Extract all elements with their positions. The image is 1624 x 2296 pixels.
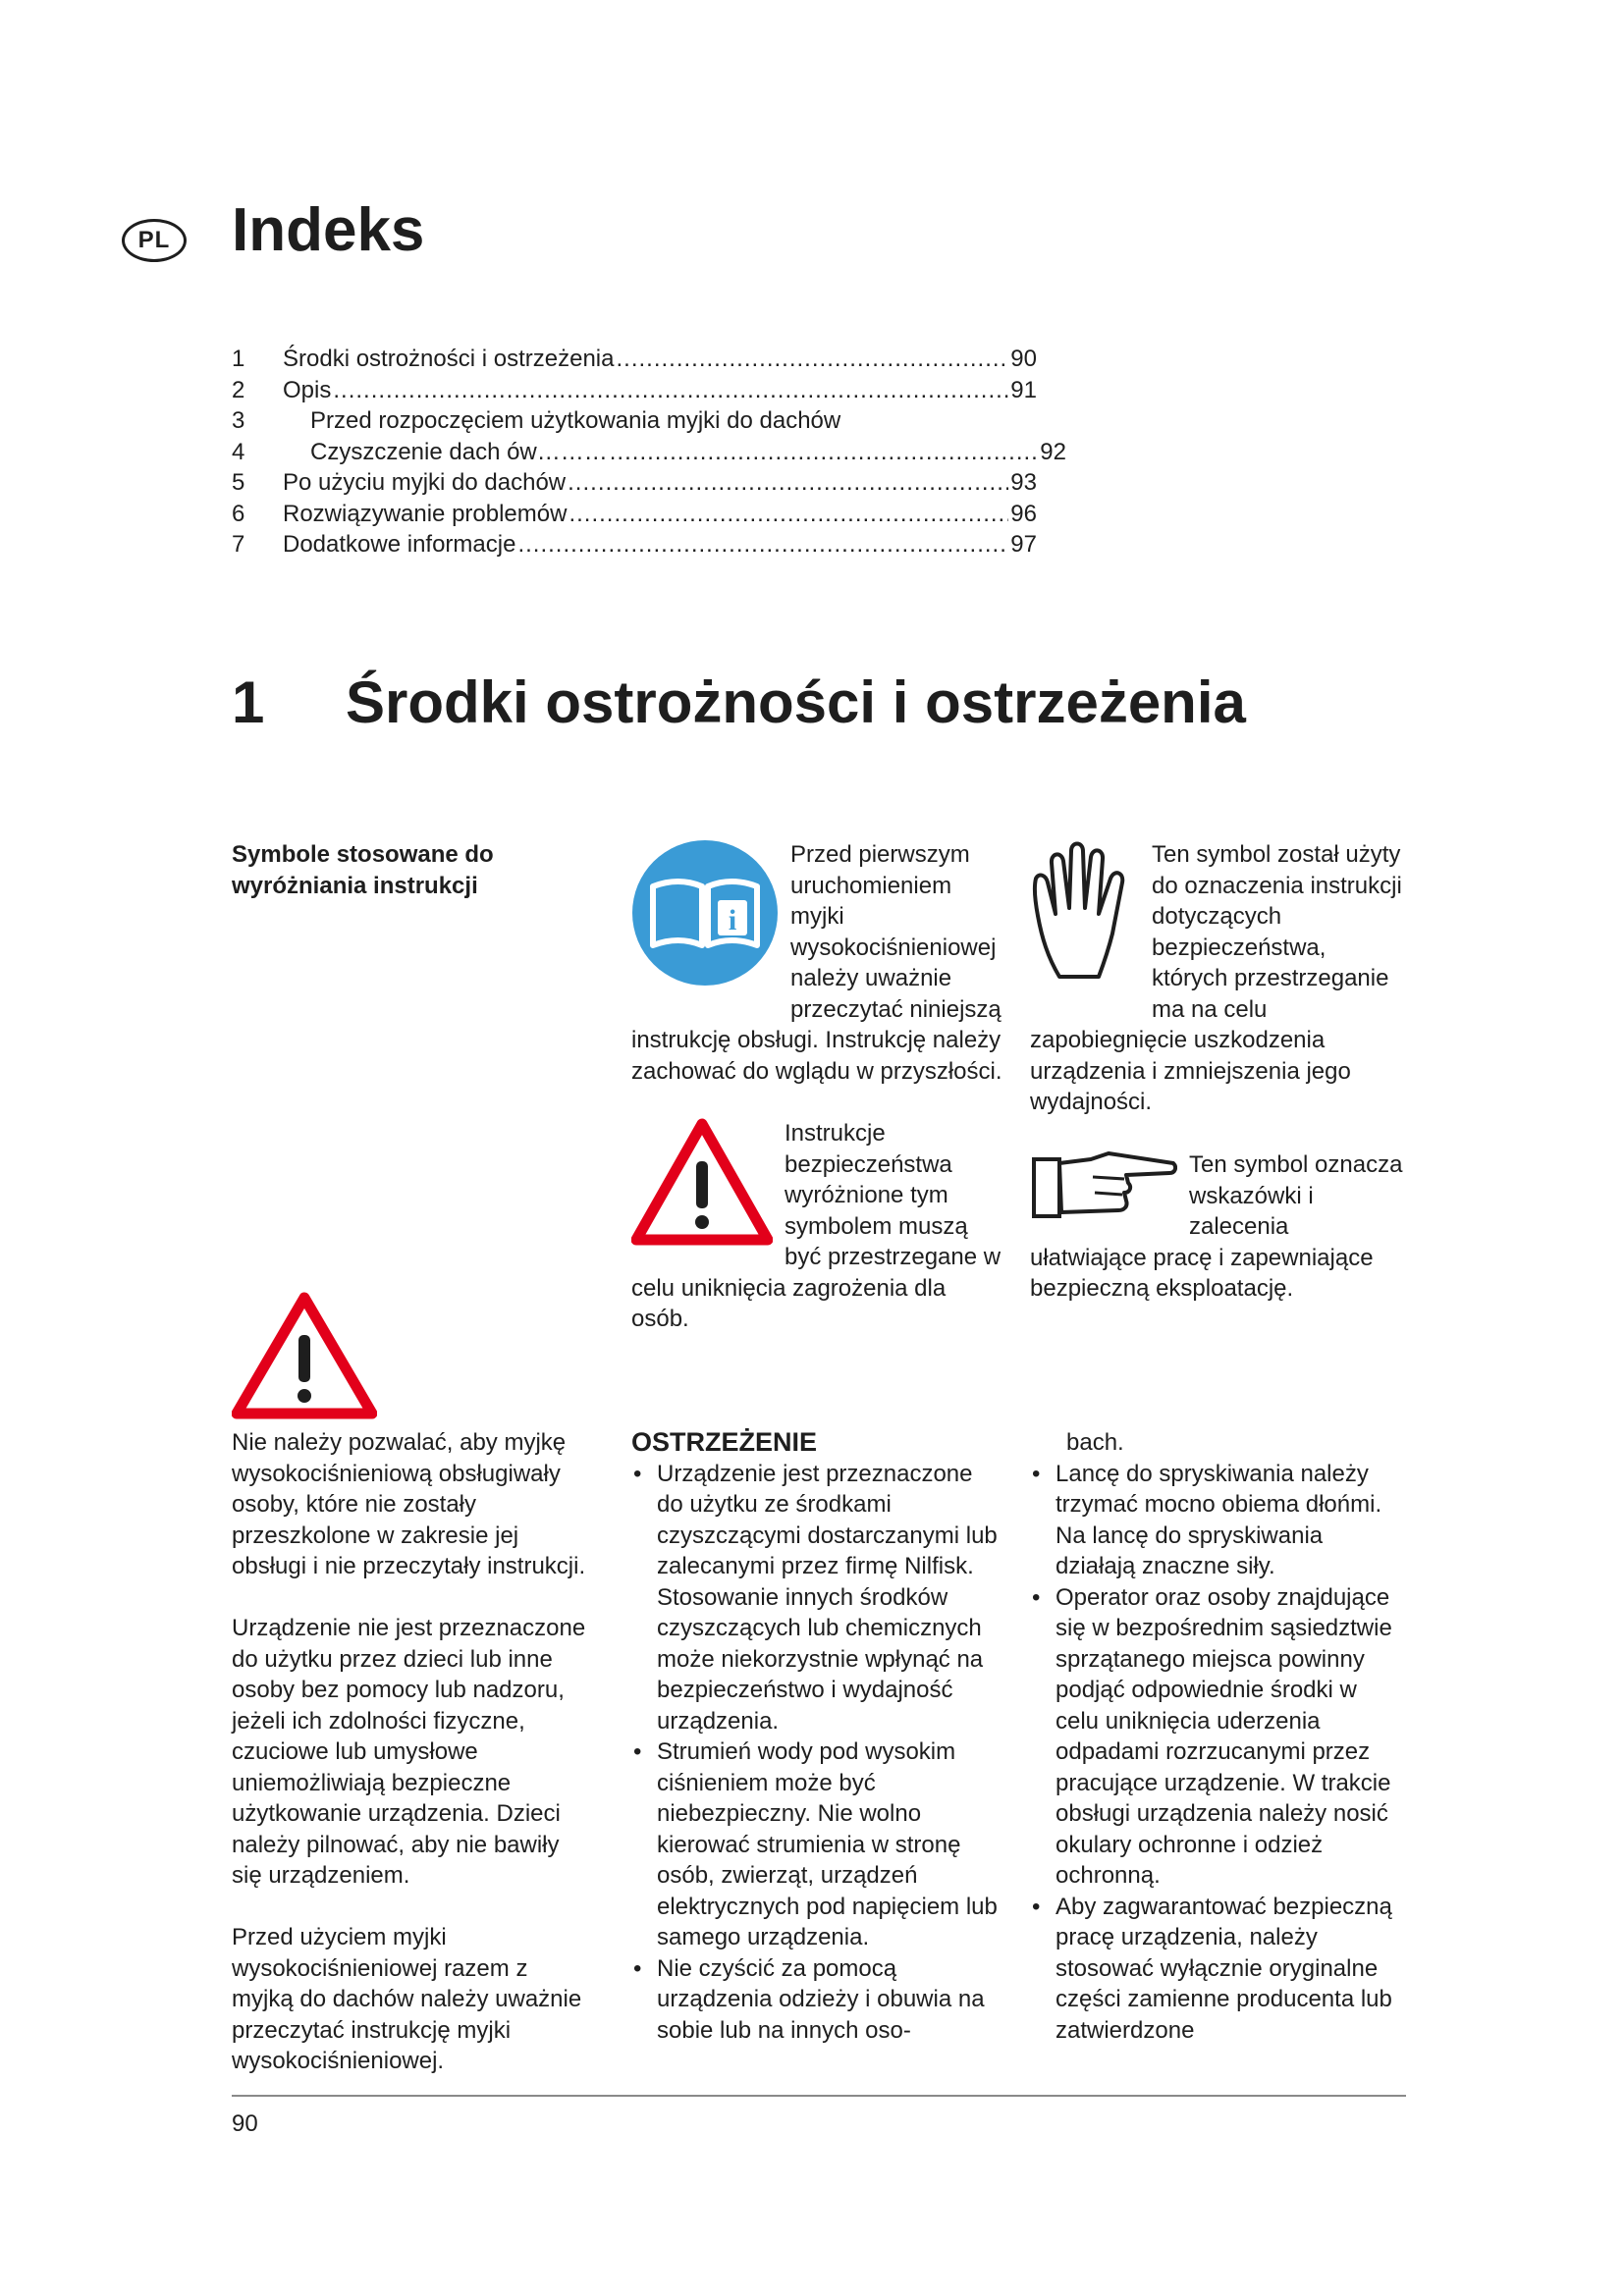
hand-symbol-block <box>1030 839 1403 1118</box>
warning-triangle-icon <box>631 1118 773 1255</box>
column-2 <box>631 1427 1004 2046</box>
toc-row[interactable] <box>232 437 1066 468</box>
pointing-symbol-text: Ten symbol oznacza wskazówki i zalecenia ułatwiające pracę i zapewniające bezpieczną eksploatację. <box>1030 1151 1403 1302</box>
list-item: • Urządzenie jest przeznaczone do użytku ze środkami czyszczącymi dostarczanymi lub zalecanymi przez firmę Nilfisk. Stosowanie innych środków czyszczących lub chemicznych może niekorzystnie wpłynąć na bezpieczeństwo i wydajność urządzenia. <box>631 1459 1004 1737</box>
section-number: 1 <box>232 669 265 735</box>
toc-number: 4 <box>232 438 245 465</box>
warning-list-continued <box>1030 1459 1403 2047</box>
svg-text:i: i <box>728 904 737 936</box>
toc-number: 6 <box>232 500 245 527</box>
footer-divider <box>232 2095 1406 2097</box>
toc-number: 3 <box>232 407 245 434</box>
toc-row[interactable] <box>232 529 1037 561</box>
toc-title: Po użyciu myjki do dachów <box>283 469 567 496</box>
paragraph: Urządzenie nie jest przeznaczone do użytku przez dzieci lub inne osoby bez pomocy lub nadzoru, jeżeli ich zdolności fizyczne, czuciowe lub umysłowe uniemożliwiają bezpieczne użytkowanie urządzenia. Dzieci należy pilnować, aby nie bawiły się urządzeniem. <box>232 1615 586 1889</box>
toc-leader <box>568 467 1008 499</box>
toc-row[interactable] <box>232 467 1037 499</box>
table-of-contents <box>232 344 1066 561</box>
large-warning-triangle-icon <box>232 1292 377 1424</box>
page-title: Indeks <box>232 196 425 264</box>
toc-number: 1 <box>232 346 245 372</box>
toc-title: Przed rozpoczęciem użytkowania myjki do dachów <box>310 407 841 434</box>
toc-page: 97 <box>1010 531 1037 558</box>
manual-symbol-text: Przed pierwszym uruchomieniem myjki wysokociśnieniowej należy uważnie przeczytać niniejszą instrukcję obsługi. Instrukcję należy zachować do wglądu w przyszłości. <box>631 841 1002 1085</box>
list-item: • Nie czyścić za pomocą urządzenia odzieży i obuwia na sobie lub na innych oso- <box>631 1953 1004 2047</box>
hand-stop-icon <box>1030 839 1140 995</box>
warning-symbol-text: Instrukcje bezpieczeństwa wyróżnione tym symbolem muszą być przestrzegane w celu uniknięcia zagrożenia dla osób. <box>631 1120 1001 1332</box>
toc-title: Opis <box>283 376 332 403</box>
section-title: Środki ostrożności i ostrzeżenia <box>346 669 1246 735</box>
language-code: PL <box>137 227 171 253</box>
toc-leader <box>517 529 1008 561</box>
toc-leader <box>333 375 1008 406</box>
hand-symbol-text: Ten symbol został użyty do oznaczenia instrukcji dotyczących bezpieczeństwa, których przestrzeganie ma na celu zapobiegnięcie uszkodzenia urządzenia i zmniejszenia jego wydajności. <box>1030 841 1402 1115</box>
toc-page: 96 <box>1010 500 1037 527</box>
list-item: • Lancę do spryskiwania należy trzymać mocno obiema dłońmi. Na lancę do spryskiwania działają znaczne siły. <box>1030 1459 1403 1582</box>
paragraph: Przed użyciem myjki wysokociśnieniowej razem z myjką do dachów należy uważnie przeczytać instrukcję myjki wysokociśnieniowej. <box>232 1924 582 2074</box>
column-3 <box>1030 1427 1403 2046</box>
warning-heading: OSTRZEŻENIE <box>631 1427 818 1457</box>
toc-number: 2 <box>232 376 245 403</box>
toc-title: Rozwiązywanie problemów <box>283 500 568 527</box>
paragraph: Nie należy pozwalać, aby myjkę wysokociśnieniową obsługiwały osoby, które nie zostały przeszkolone w zakresie jej obsługi i nie przeczytały instrukcji. <box>232 1429 586 1579</box>
toc-page: 92 <box>1040 438 1066 465</box>
toc-title: Dodatkowe informacje <box>283 531 516 558</box>
toc-leader <box>616 344 1008 375</box>
page-number: 90 <box>232 2110 258 2137</box>
column-1 <box>232 1427 595 2077</box>
toc-leader <box>610 437 1039 468</box>
pointing-hand-icon <box>1030 1149 1177 1229</box>
continuation-text: bach. <box>1066 1429 1124 1456</box>
toc-row[interactable] <box>232 499 1037 530</box>
toc-title: Środki ostrożności i ostrzeżenia <box>283 346 615 372</box>
list-item: • Strumień wody pod wysokim ciśnieniem może być niebezpieczny. Nie wolno kierować strumienia w stronę osób, zwierząt, urządzeń elektrycznych pod napięciem lub samego urządzenia. <box>631 1736 1004 1953</box>
list-item: • Operator oraz osoby znajdujące się w bezpośrednim sąsiedztwie sprzątanego miejsca powinny podjąć odpowiednie środki w celu uniknięcia uderzenia odpadami rozrzucanymi przez pracujące urządzenie. W trakcie obsługi urządzenia należy nosić okulary ochronne i odzież ochronną. <box>1030 1582 1403 1892</box>
toc-page: 91 <box>1010 376 1037 403</box>
toc-page: 90 <box>1010 346 1037 372</box>
toc-row[interactable] <box>232 375 1037 406</box>
toc-row[interactable] <box>232 405 1037 437</box>
symbols-heading: Symbole stosowane do wyróżniania instrukcji <box>232 841 494 899</box>
toc-leader <box>568 499 1008 530</box>
manual-icon <box>631 839 779 995</box>
language-badge <box>122 219 187 262</box>
toc-number: 5 <box>232 469 245 496</box>
warning-symbol-block <box>631 1118 1004 1335</box>
manual-symbol-block <box>631 839 1004 1087</box>
toc-row[interactable] <box>232 344 1037 375</box>
toc-number: 7 <box>232 531 245 558</box>
warning-list <box>631 1459 1004 2047</box>
toc-page: 93 <box>1010 469 1037 496</box>
toc-title: Czyszczenie dach ów……… <box>310 438 608 465</box>
pointing-symbol-block <box>1030 1149 1403 1305</box>
list-item: • Aby zagwarantować bezpieczną pracę urządzenia, należy stosować wyłącznie oryginalne części zamienne producenta lub zatwierdzone <box>1030 1892 1403 2047</box>
